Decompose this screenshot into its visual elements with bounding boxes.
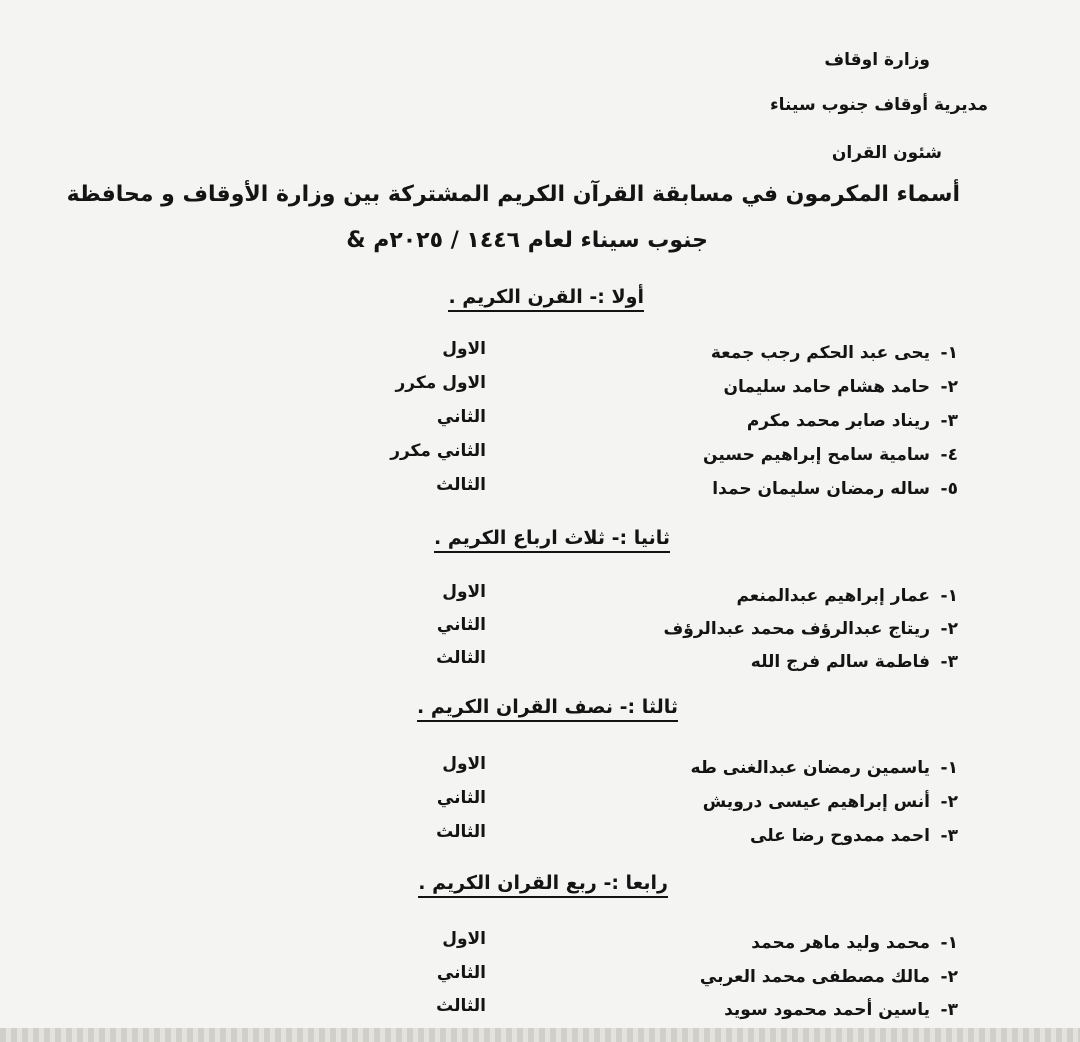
list-item (0, 441, 1080, 475)
entry-rank: الاول (442, 582, 486, 602)
entry-rank: الاول مكرر (395, 373, 486, 393)
entry-name: يحى عبد الحكم رجب جمعة (710, 343, 930, 363)
section-heading-three-quarters: ثانيا :- ثلاث ارباع الكريم . (434, 527, 670, 553)
entry-name: ياسمين رمضان عبدالغنى طه (690, 758, 930, 778)
entry-number: ١- (940, 586, 958, 606)
section-heading-quarter: رابعا :- ربع القران الكريم . (418, 872, 668, 898)
paper-edge (0, 1028, 1080, 1042)
entry-rank: الثاني مكرر (390, 441, 486, 461)
entry-name: ياسين أحمد محمود سويد (724, 1000, 930, 1020)
entry-name: سامية سامح إبراهيم حسين (703, 445, 930, 465)
section-heading-half: ثالثا :- نصف القران الكريم . (417, 696, 678, 722)
entry-rank: الثاني (436, 615, 486, 635)
entry-number: ٢- (940, 377, 958, 397)
entry-rank: الثالث (436, 996, 486, 1016)
entry-name: ريناد صابر محمد مكرم (746, 411, 930, 431)
entry-rank: الاول (442, 929, 486, 949)
entry-name: ريتاج عبدالرؤف محمد عبدالرؤف (663, 619, 930, 639)
list-item (0, 996, 1080, 1030)
list-item (0, 754, 1080, 788)
document-title-line1: أسماء المكرمون في مسابقة القرآن الكريم المشتركة بين وزارة الأوقاف و محافظة (66, 182, 960, 207)
entry-number: ٥- (940, 479, 958, 499)
list-item (0, 475, 1080, 509)
entry-name: عمار إبراهيم عبدالمنعم (736, 586, 930, 606)
entry-name: احمد ممدوح رضا على (750, 826, 930, 846)
entry-number: ٣- (940, 652, 958, 672)
entry-rank: الثاني (436, 788, 486, 808)
entry-rank: الثاني (436, 963, 486, 983)
entry-number: ٣- (940, 411, 958, 431)
entry-rank: الثالث (436, 822, 486, 842)
list-item (0, 929, 1080, 963)
entry-name: أنس إبراهيم عيسى درويش (702, 792, 930, 812)
entry-name: حامد هشام حامد سليمان (723, 377, 930, 397)
department-name: شئون القران (831, 143, 942, 163)
entry-number: ٢- (940, 967, 958, 987)
entry-number: ٣- (940, 1000, 958, 1020)
entry-rank: الثالث (436, 648, 486, 668)
list-item (0, 648, 1080, 682)
entry-number: ٣- (940, 826, 958, 846)
entry-number: ٢- (940, 792, 958, 812)
ministry-name: وزارة اوقاف (824, 50, 930, 70)
list-item (0, 788, 1080, 822)
directorate-name: مديرية أوقاف جنوب سيناء (769, 95, 988, 115)
entry-number: ١- (940, 343, 958, 363)
entry-name: مالك مصطفى محمد العربي (699, 967, 930, 987)
entry-name: ساله رمضان سليمان حمدا (712, 479, 930, 499)
entry-number: ١- (940, 933, 958, 953)
entry-number: ١- (940, 758, 958, 778)
entry-name: فاطمة سالم فرج الله (750, 652, 930, 672)
entry-rank: الثاني (436, 407, 486, 427)
entry-name: محمد وليد ماهر محمد (751, 933, 930, 953)
entry-rank: الاول (442, 339, 486, 359)
list-item (0, 582, 1080, 616)
list-item (0, 373, 1080, 407)
list-item (0, 407, 1080, 441)
list-item (0, 339, 1080, 373)
list-item (0, 615, 1080, 649)
entry-rank: الاول (442, 754, 486, 774)
section-heading-quran-full: أولا :- القرن الكريم . (448, 286, 644, 312)
entry-number: ٢- (940, 619, 958, 639)
entry-number: ٤- (940, 445, 958, 465)
list-item (0, 963, 1080, 997)
entry-rank: الثالث (436, 475, 486, 495)
document-title-line2: جنوب سيناء لعام ١٤٤٦ / ٢٠٢٥م & (346, 228, 708, 253)
list-item (0, 822, 1080, 856)
